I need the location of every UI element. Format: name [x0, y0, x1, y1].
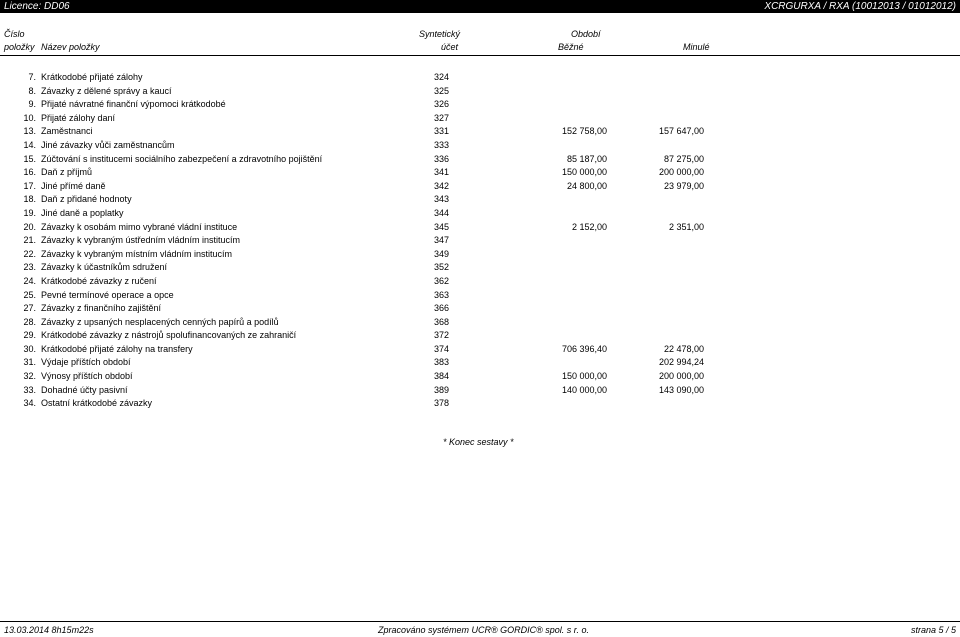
row-name: Přijaté zálohy daní: [41, 112, 116, 123]
row-number: 21.: [23, 235, 36, 246]
footer-page-number: strana 5 / 5: [910, 625, 956, 635]
table-row: [0, 275, 960, 289]
row-account: 384: [434, 371, 450, 382]
table-row: [0, 125, 960, 139]
row-name: Ostatní krátkodobé závazky: [41, 398, 153, 409]
row-current-value: 2 152,00: [571, 221, 607, 232]
header-number-line2: položky: [4, 42, 35, 52]
row-previous-value: 2 351,00: [668, 221, 704, 232]
row-account: 342: [434, 180, 450, 191]
row-account: 368: [434, 316, 450, 327]
row-account: 378: [434, 398, 450, 409]
report-rows: [0, 71, 960, 411]
table-row: [0, 329, 960, 343]
row-number: 23.: [23, 262, 36, 273]
row-account: 325: [434, 85, 450, 96]
row-current-value: 140 000,00: [561, 384, 607, 395]
row-previous-value: 23 979,00: [663, 180, 704, 191]
row-previous-value: 22 478,00: [663, 343, 704, 354]
table-row: [0, 193, 960, 207]
report-top-bar: [0, 0, 960, 13]
row-current-value: 152 758,00: [561, 126, 607, 137]
row-current-value: 706 396,40: [561, 343, 607, 354]
row-number: 34.: [23, 398, 36, 409]
row-name: Závazky k vybraným místním vládním institucím: [41, 248, 233, 259]
row-number: 16.: [23, 167, 36, 178]
row-current-value: 24 800,00: [566, 180, 607, 191]
row-name: Dohadné účty pasivní: [41, 384, 128, 395]
row-previous-value: 87 275,00: [663, 153, 704, 164]
table-row: [0, 316, 960, 330]
table-row: [0, 112, 960, 126]
row-name: Zaměstnanci: [41, 126, 93, 137]
row-name: Jiné přímé daně: [41, 180, 106, 191]
row-current-value: 85 187,00: [566, 153, 607, 164]
row-name: Závazky z upsaných nesplacených cenných papírů a podílů: [41, 316, 279, 327]
row-number: 25.: [23, 289, 36, 300]
table-row: [0, 384, 960, 398]
header-rule: [0, 55, 960, 56]
row-name: Výdaje příštích období: [41, 357, 131, 368]
row-account: 336: [434, 153, 450, 164]
row-current-value: 150 000,00: [561, 371, 607, 382]
header-account-line1: Syntetický: [419, 29, 461, 39]
row-number: 30.: [23, 343, 36, 354]
row-name: Krátkodobé závazky z ručení: [41, 275, 157, 286]
row-number: 9.: [28, 99, 36, 110]
row-account: 344: [434, 207, 450, 218]
table-row: [0, 71, 960, 85]
row-number: 14.: [23, 139, 36, 150]
row-name: Jiné závazky vůči zaměstnancům: [41, 139, 175, 150]
table-row: [0, 289, 960, 303]
table-row: [0, 261, 960, 275]
table-row: [0, 234, 960, 248]
row-number: 18.: [23, 194, 36, 205]
row-account: 374: [434, 343, 450, 354]
row-account: 341: [434, 167, 450, 178]
row-name: Krátkodobé přijaté zálohy na transfery: [41, 343, 193, 354]
row-account: 333: [434, 139, 450, 150]
footer-rule: [0, 621, 960, 622]
row-account: 366: [434, 303, 450, 314]
footer-system-label: Zpracováno systémem UCR® GORDIC® spol. s r. o.: [378, 625, 589, 635]
row-account: 327: [434, 112, 450, 123]
row-account: 383: [434, 357, 450, 368]
row-account: 345: [434, 221, 450, 232]
row-name: Jiné daně a poplatky: [41, 207, 124, 218]
end-of-report-note: * Konec sestavy *: [443, 437, 514, 447]
row-name: Závazky k osobám mimo vybrané vládní instituce: [41, 221, 238, 232]
header-account-line2: účet: [441, 42, 459, 52]
row-number: 19.: [23, 207, 36, 218]
table-row: [0, 343, 960, 357]
row-account: 389: [434, 384, 450, 395]
row-account: 326: [434, 99, 450, 110]
row-name: Výnosy příštích období: [41, 371, 133, 382]
row-name: Zúčtování s institucemi sociálního zabezpečení a zdravotního pojištění: [41, 153, 323, 164]
report-code-label: XCRGURXA / RXA (10012013 / 01012012): [764, 1, 956, 12]
row-number: 7.: [28, 72, 36, 82]
row-name: Závazky k vybraným ústředním vládním institucím: [41, 235, 241, 246]
row-name: Pevné termínové operace a opce: [41, 289, 174, 300]
row-account: 347: [434, 235, 450, 246]
row-previous-value: 157 647,00: [658, 126, 704, 137]
row-number: 10.: [23, 112, 36, 123]
row-number: 29.: [23, 330, 36, 341]
row-account: 331: [434, 126, 450, 137]
row-previous-value: 200 000,00: [658, 167, 704, 178]
table-row: [0, 370, 960, 384]
table-row: [0, 85, 960, 99]
row-account: 324: [434, 72, 450, 82]
row-number: 20.: [23, 221, 36, 232]
license-label: Licence: DD06: [4, 1, 70, 12]
table-row: [0, 153, 960, 167]
row-account: 343: [434, 194, 450, 205]
row-previous-value: 200 000,00: [658, 371, 704, 382]
row-name: Daň z přidané hodnoty: [41, 194, 132, 205]
table-row: [0, 207, 960, 221]
header-current: Běžné: [558, 42, 584, 52]
row-name: Závazky z dělené správy a kaucí: [41, 85, 172, 96]
row-current-value: 150 000,00: [561, 167, 607, 178]
row-number: 13.: [23, 126, 36, 137]
row-number: 15.: [23, 153, 36, 164]
header-name: Název položky: [41, 42, 100, 52]
table-row: [0, 139, 960, 153]
row-name: Přijaté návratné finanční výpomoci krátkodobé: [41, 99, 226, 110]
table-row: [0, 397, 960, 411]
row-number: 22.: [23, 248, 36, 259]
row-number: 24.: [23, 275, 36, 286]
row-account: 352: [434, 262, 450, 273]
row-number: 33.: [23, 384, 36, 395]
row-number: 32.: [23, 371, 36, 382]
row-number: 28.: [23, 316, 36, 327]
row-previous-value: 202 994,24: [658, 357, 704, 368]
table-row: [0, 180, 960, 194]
row-account: 372: [434, 330, 450, 341]
row-name: Krátkodobé přijaté zálohy: [41, 72, 143, 82]
row-account: 363: [434, 289, 450, 300]
header-number-line1: Číslo: [4, 29, 25, 39]
row-number: 31.: [23, 357, 36, 368]
header-period: Období: [571, 29, 601, 39]
header-previous: Minulé: [683, 42, 710, 52]
table-row: [0, 356, 960, 370]
row-previous-value: 143 090,00: [658, 384, 704, 395]
table-row: [0, 248, 960, 262]
row-account: 349: [434, 248, 450, 259]
row-name: Závazky z finančního zajištění: [41, 303, 162, 314]
table-row: [0, 98, 960, 112]
row-number: 8.: [28, 85, 36, 96]
row-number: 27.: [23, 303, 36, 314]
row-name: Krátkodobé závazky z nástrojů spolufinancovaných ze zahraničí: [41, 330, 297, 341]
table-row: [0, 166, 960, 180]
row-number: 17.: [23, 180, 36, 191]
table-row: [0, 221, 960, 235]
row-name: Závazky k účastníkům sdružení: [41, 262, 168, 273]
row-name: Daň z příjmů: [41, 167, 93, 178]
row-account: 362: [434, 275, 450, 286]
footer-timestamp: 13.03.2014 8h15m22s: [4, 625, 94, 635]
table-row: [0, 302, 960, 316]
